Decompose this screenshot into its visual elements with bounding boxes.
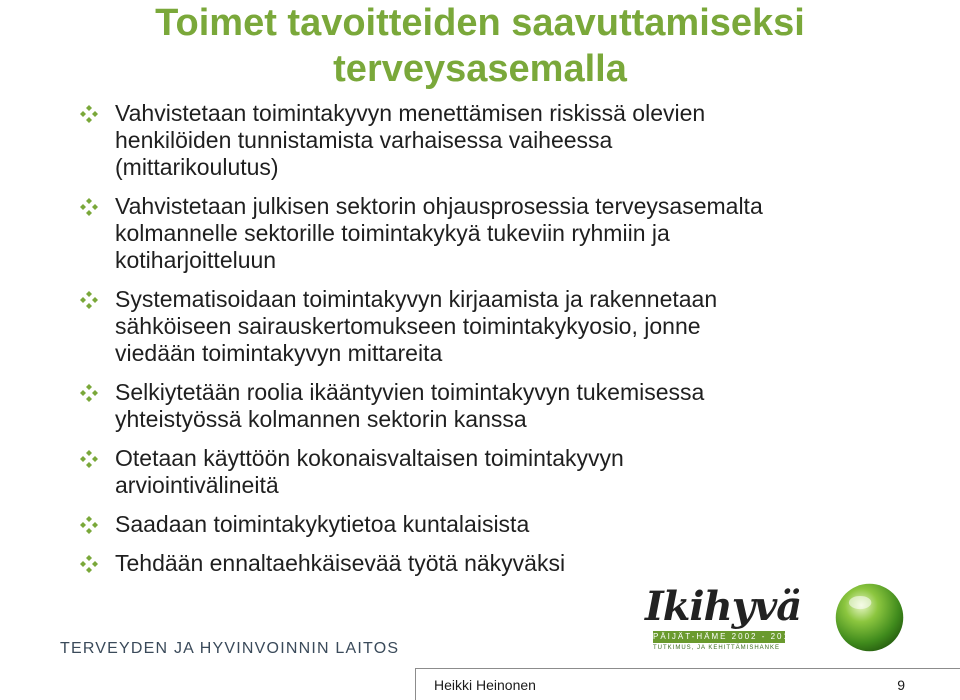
bullet-line: kotiharjoitteluun [115,247,277,273]
four-diamond-bullet-icon [80,384,98,402]
bullet-line: sähköiseen sairauskertomukseen toimintakykyosio, jonne [115,313,701,339]
list-item [80,286,940,367]
slide-footer-bar [415,668,960,700]
bullet-list [80,100,940,589]
brand-name: Ikihyvä [645,583,802,630]
bullet-line: Vahvistetaan toimintakyvyn menettämisen riskissä olevien [115,100,706,126]
four-diamond-bullet-icon [80,291,98,309]
presenter-name: Heikki Heinonen [434,677,536,693]
bullet-line: (mittarikoulutus) [115,154,279,180]
bullet-line: yhteistyössä kolmannen sektorin kanssa [115,406,527,432]
slide-title [0,0,960,92]
brand-subtitle: TUTKIMUS, JA KEHITTÄMISHANKE [653,645,781,651]
title-line-1: Toimet tavoitteiden saavuttamiseksi [155,2,805,44]
four-diamond-bullet-icon [80,450,98,468]
four-diamond-bullet-icon [80,198,98,216]
bullet-line: Otetaan käyttöön kokonaisvaltaisen toimintakyvyn [115,445,624,471]
bullet-line: arviointivälineitä [115,472,279,498]
page-number: 9 [897,677,905,693]
list-item [80,445,940,499]
bullet-line: kolmannelle sektorille toimintakykyä tukeviin ryhmiin ja [115,220,670,246]
bullet-line: Vahvistetaan julkisen sektorin ohjausprosessia terveysasemalta [115,193,763,219]
brand-band [653,631,797,643]
list-item [80,550,940,577]
list-item [80,511,940,538]
bullet-line: Tehdään ennaltaehkäisevää työtä näkyväksi [115,550,566,576]
bullet-line: Systematisoidaan toimintakyvyn kirjaamista ja rakennetaan [115,286,718,312]
bullet-line: henkilöiden tunnistamista varhaisessa vaiheessa [115,127,613,153]
list-item [80,100,940,181]
four-diamond-bullet-icon [80,105,98,123]
list-item [80,379,940,433]
brand-band-text: PÄIJÄT-HÄME 2002 - 2012 [653,632,797,641]
four-diamond-bullet-icon [80,516,98,534]
list-item [80,193,940,274]
ikihyva-logo [645,585,805,660]
organization-logo-text: TERVEYDEN JA HYVINVOINNIN LAITOS [60,640,400,657]
green-globe-icon [832,580,907,655]
bullet-line: viedään toimintakyvyn mittareita [115,340,443,366]
bullet-line: Selkiytetään roolia ikääntyvien toimintakyvyn tukemisessa [115,379,705,405]
title-line-2: terveysasemalla [333,48,627,90]
four-diamond-bullet-icon [80,555,98,573]
bullet-line: Saadaan toimintakykytietoa kuntalaisista [115,511,530,537]
